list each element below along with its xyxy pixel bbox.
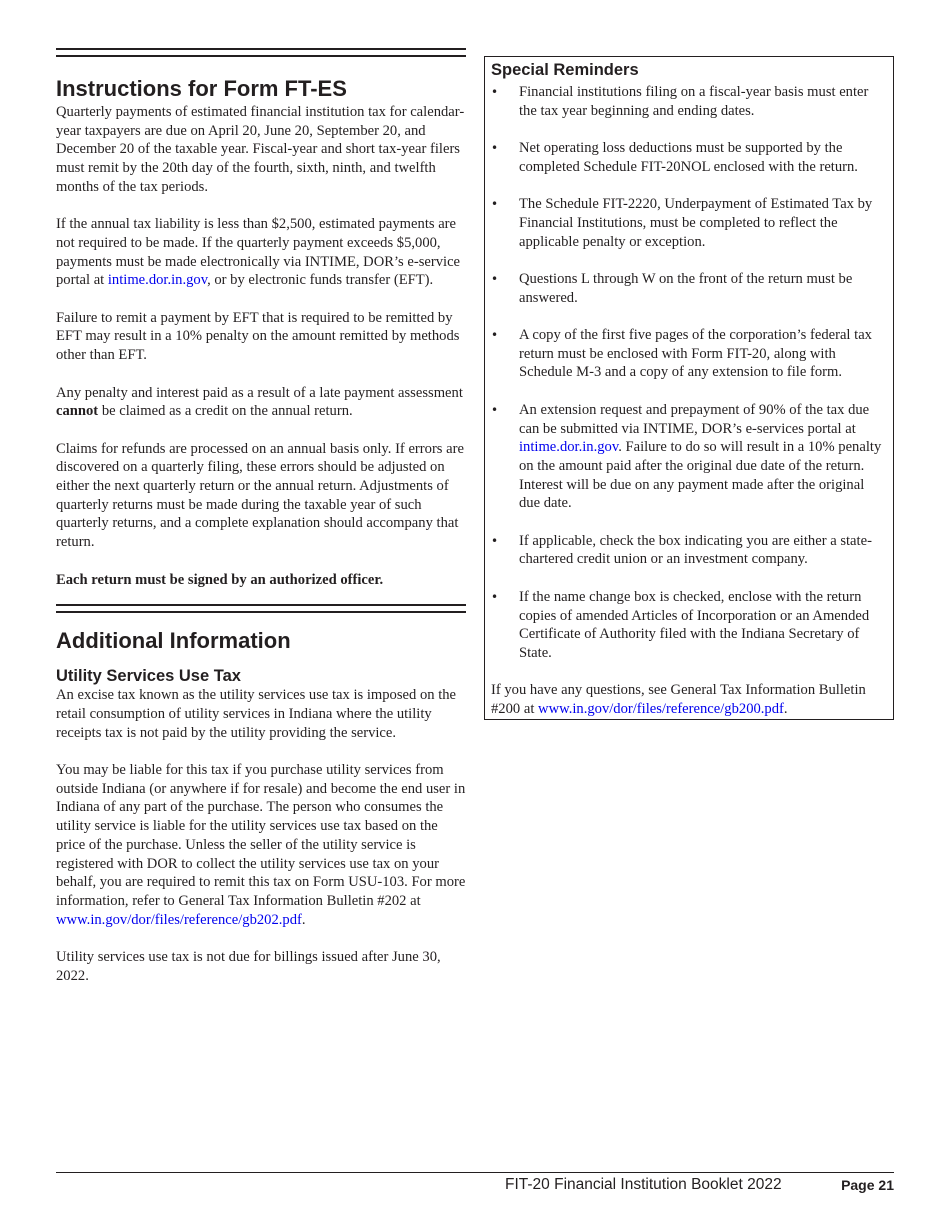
bullet-icon: • — [491, 141, 499, 156]
bullet-icon: • — [491, 589, 499, 604]
bullet-icon: • — [491, 402, 499, 417]
bullet-icon: • — [491, 85, 499, 99]
ft-es-p4-text: Any penalty and interest paid as a result of a late payment assessment — [56, 384, 463, 401]
signature-note: Each return must be signed by an authorized officer. — [56, 571, 384, 588]
section-divider — [56, 604, 466, 613]
list-item — [491, 588, 887, 663]
ft-es-p4-text-after: be claimed as a credit on the annual return. — [98, 403, 353, 420]
reminder-text: A copy of the first five pages of the corporation’s federal tax return must be enclosed with Form FIT-20, along with Schedule M-3 and a copy of any extension to file form. — [519, 327, 872, 381]
list-item — [491, 326, 887, 382]
reminder-text: An extension request and prepayment of 90% of the tax due can be submitted via INTIME, DOR’s e-services portal at — [519, 401, 870, 437]
list-item — [491, 532, 887, 569]
gb200-link[interactable]: www.in.gov/dor/files/reference/gb200.pdf — [538, 701, 784, 718]
ft-es-paragraph-2 — [56, 215, 466, 290]
reminder-text: Financial institutions filing on a fiscal-year basis must enter the tax year beginning and ending dates. — [519, 84, 869, 119]
ft-es-paragraph-1: Quarterly payments of estimated financial institution tax for calendar-year taxpayers are due on April 20, June 20, September 20, and December 20 of the taxable year. Fiscal-year and short tax-year filers must remit by the 20th day of the fourth, sixth, ninth, and twelfth months of the tax periods. — [56, 104, 465, 195]
reminder-text: If applicable, check the box indicating you are either a state-chartered credit union or an investment company. — [519, 532, 872, 568]
page-number: Page 21 — [841, 1177, 894, 1193]
ft-es-p2-text-after: , or by electronic funds transfer (EFT). — [207, 272, 434, 289]
footer-divider — [56, 1172, 894, 1173]
reminder-text: Questions L through W on the front of the return must be answered. — [519, 270, 853, 306]
reminders-closing — [491, 681, 887, 718]
ft-es-paragraph-4 — [56, 384, 466, 421]
ft-es-p4-bold: cannot — [56, 403, 99, 420]
left-column — [56, 48, 466, 985]
ft-es-paragraph-3: Failure to remit a payment by EFT that is required to be remitted by EFT may result in a 10% penalty on the amount remitted by methods other than EFT. — [56, 309, 460, 364]
reminder-text: Net operating loss deductions must be supported by the completed Schedule FIT-20NOL enclosed with the return. — [519, 140, 858, 175]
ft-es-p2-text: If the annual tax liability is less than $2,500, estimated payments are not required to be made. If the quarterly payment exceeds $5,000, payments must be made electronically via INTIME, DOR’s e-service portal at — [56, 216, 461, 289]
special-reminders-box — [484, 56, 894, 720]
ft-es-paragraph-5: Claims for refunds are processed on an annual basis only. If errors are discovered on a quarterly filing, these errors should be adjusted on either the next quarterly return or the annual return. Adjustments of quarterly returns must be made during the taxable year of such quarterly returns, and a complete explanation should accompany that return. — [56, 440, 464, 551]
closing-text: If you have any questions, see General Tax Information Bulletin #200 at — [491, 682, 866, 718]
list-item — [491, 139, 887, 176]
utility-paragraph-1: An excise tax known as the utility services use tax is imposed on the retail consumption of utility services in Indiana where the utility receipts tax is not paid by the utility providing the service. — [56, 687, 457, 741]
bullet-icon: • — [491, 271, 499, 286]
utility-paragraph-3: Utility services use tax is not due for billings issued after June 30, 2022. — [56, 949, 441, 984]
reminder-text-after: . Failure to do so will result in a 10% penalty on the amount paid after the original due date of the return. Interest will be due on any payment made after the original due date. — [519, 439, 882, 512]
utility-p2-text: You may be liable for this tax if you purchase utility services from outside Indiana (or anywhere if for resale) and become the end user in Indiana of any part of the purchase. The person who consumes the utility service is liable for the utility services use tax based on the price of the purchase. Unless the seller of the utility service is registered with DOR to collect the utility services use tax on your behalf, you are required to remit this tax on Form USU-103. For more information, refer to General Tax Information Bulletin #202 at — [56, 762, 466, 909]
ft-es-heading: Instructions for Form FT-ES — [56, 76, 347, 101]
list-item — [491, 401, 887, 513]
utility-paragraph-2 — [56, 761, 466, 929]
utility-p2-text-after: . — [301, 911, 306, 928]
list-item — [491, 83, 887, 120]
reminder-text: If the name change box is checked, enclose with the return copies of amended Articles of Incorporation or an Amended Certificate of Authority filed with the Indiana Secretary of State. — [519, 588, 870, 661]
bullet-icon: • — [491, 197, 499, 212]
additional-info-heading: Additional Information — [56, 628, 291, 654]
reminder-text: The Schedule FIT-2220, Underpayment of Estimated Tax by Financial Institutions, must be completed to reflect the applicable penalty or exception. — [519, 196, 873, 250]
bullet-icon: • — [491, 533, 499, 548]
intime-link[interactable]: intime.dor.in.gov — [107, 272, 208, 289]
list-item — [491, 270, 887, 307]
booklet-title: FIT-20 Financial Institution Booklet 2022 — [505, 1176, 782, 1193]
bullet-icon: • — [491, 328, 499, 343]
closing-text-after: . — [783, 701, 788, 718]
special-reminders-heading: Special Reminders — [491, 61, 639, 79]
list-item — [491, 195, 887, 251]
utility-tax-subheading: Utility Services Use Tax — [56, 667, 241, 686]
reminders-list — [491, 83, 887, 663]
section-divider — [56, 48, 466, 57]
intime-link[interactable]: intime.dor.in.gov — [519, 439, 619, 456]
gb202-link[interactable]: www.in.gov/dor/files/reference/gb202.pdf — [56, 911, 302, 928]
